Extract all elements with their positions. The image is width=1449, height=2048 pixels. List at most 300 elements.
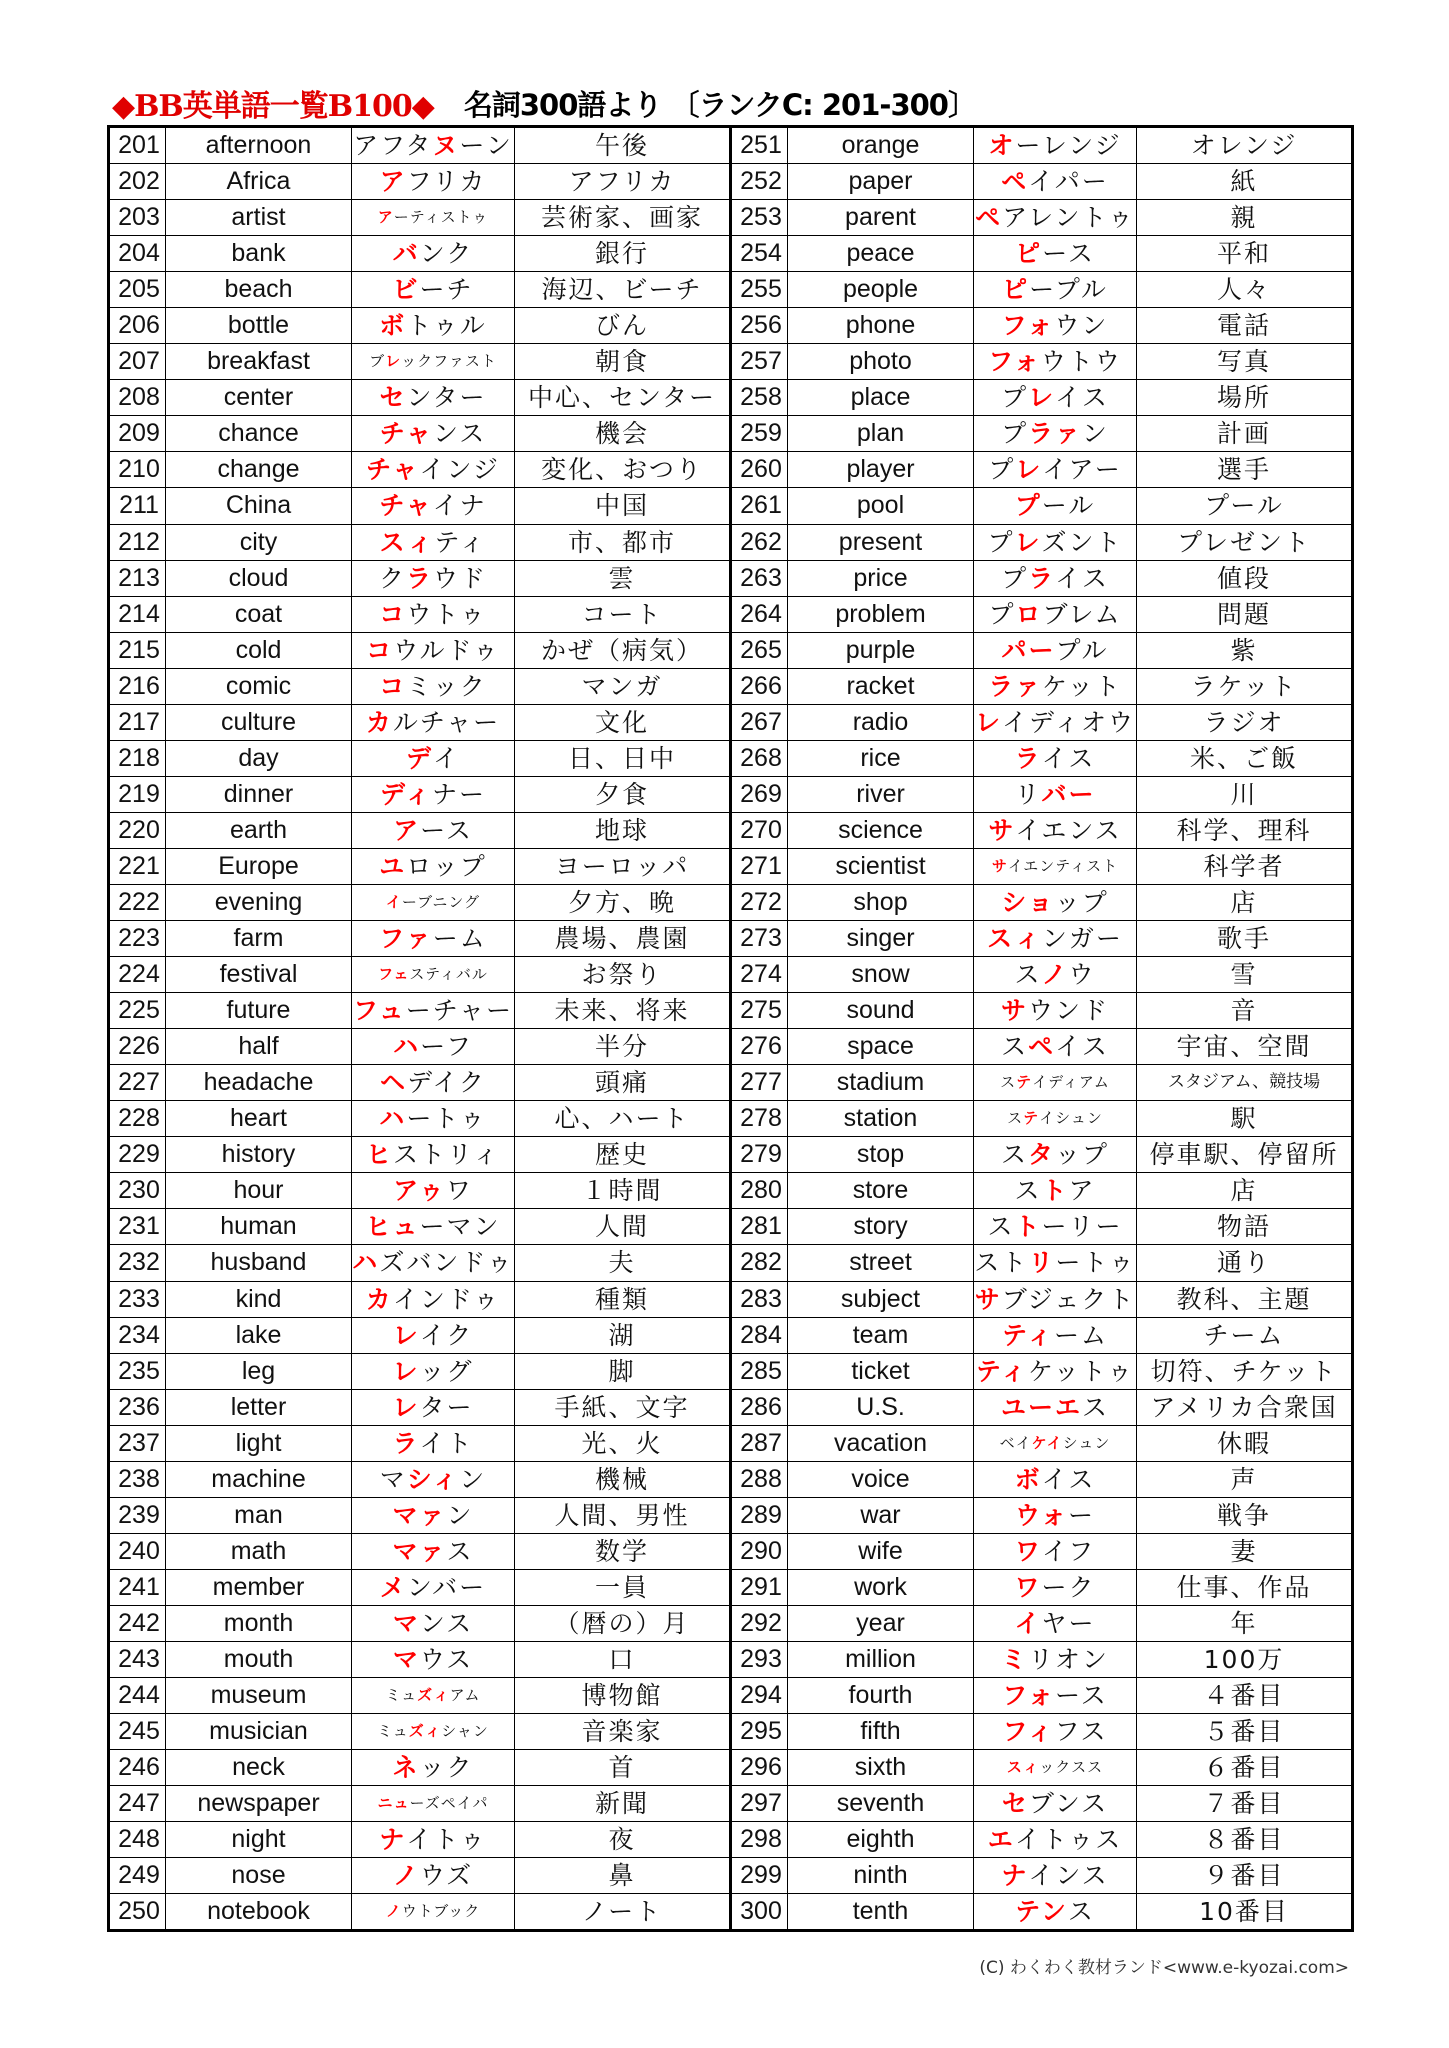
word-number: 296 [731,1750,788,1786]
table-row [109,1173,1353,1209]
stressed-syllable: シィ [406,1464,460,1494]
stressed-syllable: カ [365,1284,393,1314]
table-row [109,921,1353,957]
katakana-reading [352,1173,515,1209]
reading-text: スト [974,1248,1029,1278]
word-number: 272 [731,884,788,920]
reading-text: イス [1041,1464,1096,1494]
japanese-meaning: アフリカ [515,164,731,200]
japanese-meaning: 問題 [1137,596,1353,632]
table-row [109,344,1353,380]
japanese-meaning: ８番目 [1137,1822,1353,1858]
word-number: 217 [109,704,166,740]
stressed-syllable: テ [1023,1109,1040,1128]
english-word: place [788,380,974,416]
reading-text: ズバンドゥ [379,1248,514,1278]
stressed-syllable: レ [392,1320,420,1350]
reading-text: イク [419,1320,474,1350]
english-word: vacation [788,1425,974,1461]
word-number: 277 [731,1065,788,1101]
reading-text: プ [1001,563,1029,593]
reading-text: ス [1007,1109,1024,1128]
stressed-syllable: パー [1001,635,1056,665]
reading-text: イス [1055,563,1109,593]
word-number: 237 [109,1425,166,1461]
english-word: newspaper [166,1786,352,1822]
katakana-reading [352,993,515,1029]
katakana-reading [352,1569,515,1605]
japanese-meaning: 変化、おつり [515,452,731,488]
english-word: history [166,1137,352,1173]
stressed-syllable: ペ [1028,1032,1056,1062]
stressed-syllable: サ [1000,996,1028,1026]
word-number: 264 [731,596,788,632]
table-row [109,776,1353,812]
stressed-syllable: メ [379,1572,407,1602]
katakana-reading [352,921,515,957]
reading-text: ール [1041,491,1096,521]
english-word: phone [788,308,974,344]
english-word: plan [788,416,974,452]
katakana-reading [974,993,1137,1029]
stressed-syllable: ティ [1001,1320,1054,1350]
english-word: racket [788,668,974,704]
katakana-reading [974,1678,1137,1714]
english-word: fifth [788,1714,974,1750]
stressed-syllable: イ [1014,1608,1042,1638]
reading-text: ーズペイパ [409,1794,489,1813]
word-number: 218 [109,740,166,776]
stressed-syllable: レ [392,1392,420,1422]
word-number: 207 [109,344,166,380]
word-number: 261 [731,488,788,524]
word-number: 292 [731,1605,788,1641]
katakana-reading [352,1894,515,1931]
word-number: 241 [109,1569,166,1605]
reading-text: ック [419,1753,474,1783]
english-word: ticket [788,1353,974,1389]
japanese-meaning: スタジアム、競技場 [1137,1065,1353,1101]
english-word: husband [166,1245,352,1281]
stressed-syllable: ネ [392,1753,420,1783]
table-row [109,1641,1353,1677]
reading-text: シャン [441,1722,489,1741]
reading-text: ウトウ [1040,347,1122,377]
word-number: 267 [731,704,788,740]
reading-text: ブレム [1042,599,1122,629]
japanese-meaning: 選手 [1137,452,1353,488]
katakana-reading [974,164,1137,200]
table-row [109,704,1353,740]
katakana-reading [974,560,1137,596]
english-word: parent [788,200,974,236]
word-number: 290 [731,1533,788,1569]
stressed-syllable: ヘ [380,1068,408,1098]
katakana-reading [352,668,515,704]
english-word: China [166,488,352,524]
japanese-meaning: 心、ハート [515,1101,731,1137]
stressed-syllable: レ [385,352,402,371]
japanese-meaning: 場所 [1137,380,1353,416]
table-row [109,1894,1353,1931]
japanese-meaning: 人間 [515,1209,731,1245]
word-number: 255 [731,272,788,308]
table-row [109,127,1353,164]
stressed-syllable: ラ [405,563,433,593]
katakana-reading [974,1605,1137,1641]
reading-text: イパー [1028,167,1109,197]
word-number: 291 [731,1569,788,1605]
katakana-reading [974,344,1137,380]
japanese-meaning: 頭痛 [515,1065,731,1101]
reading-text: ックスス [1039,1758,1104,1777]
table-row [109,596,1353,632]
japanese-meaning: 未来、将来 [515,993,731,1029]
english-word: ninth [788,1858,974,1894]
english-word: musician [166,1714,352,1750]
japanese-meaning: 口 [515,1641,731,1677]
stressed-syllable: ラァ [1028,419,1082,449]
reading-text: イシュン [1039,1109,1103,1128]
word-number: 211 [109,488,166,524]
word-number: 221 [109,848,166,884]
word-number: 257 [731,344,788,380]
katakana-reading [352,380,515,416]
word-number: 235 [109,1353,166,1389]
table-row [109,1425,1353,1461]
reading-text: ヤー [1041,1608,1096,1638]
table-row [109,1461,1353,1497]
english-word: seventh [788,1786,974,1822]
katakana-reading [352,308,515,344]
reading-text: ン [1081,419,1109,449]
katakana-reading [352,632,515,668]
japanese-meaning: オレンジ [1137,127,1353,164]
word-number: 260 [731,452,788,488]
word-number: 239 [109,1497,166,1533]
english-word: fourth [788,1678,974,1714]
reading-text: ーン [459,131,513,161]
english-word: cold [166,632,352,668]
word-number: 271 [731,848,788,884]
japanese-meaning: 人々 [1137,272,1353,308]
english-word: heart [166,1101,352,1137]
katakana-reading [974,1173,1137,1209]
japanese-meaning: 日、日中 [515,740,731,776]
reading-text: ーム [1054,1320,1109,1350]
katakana-reading [352,1533,515,1569]
table-row [109,1029,1353,1065]
word-number: 268 [731,740,788,776]
reading-text: ーレンジ [1015,131,1122,161]
stressed-syllable: ノ [1041,960,1069,990]
japanese-meaning: ラジオ [1137,704,1353,740]
stressed-syllable: ワ [1014,1536,1042,1566]
stressed-syllable: ワ [1014,1572,1042,1602]
japanese-meaning: 機械 [515,1461,731,1497]
katakana-reading [974,776,1137,812]
table-row [109,236,1353,272]
stressed-syllable: フェ [378,965,410,984]
english-word: farm [166,921,352,957]
title-series: ◆BB英単語一覧B100◆ [112,89,434,124]
japanese-meaning: 歌手 [1137,921,1353,957]
katakana-reading [352,127,515,164]
japanese-meaning: 値段 [1137,560,1353,596]
katakana-reading [974,488,1137,524]
english-word: photo [788,344,974,380]
english-word: machine [166,1461,352,1497]
japanese-meaning: 銀行 [515,236,731,272]
reading-text: インス [1028,1861,1109,1891]
english-word: afternoon [166,127,352,164]
table-row [109,668,1353,704]
katakana-reading [352,200,515,236]
table-row [109,1714,1353,1750]
katakana-reading [352,164,515,200]
reading-text: イト [419,1428,474,1458]
reading-text: ーチャー [405,996,514,1026]
word-number: 243 [109,1641,166,1677]
japanese-meaning: 歴史 [515,1137,731,1173]
stressed-syllable: マァ [392,1500,447,1530]
japanese-meaning: 宇宙、空間 [1137,1029,1353,1065]
reading-text: ーブニング [401,893,481,911]
english-word: present [788,524,974,560]
english-word: purple [788,632,974,668]
katakana-reading [974,740,1137,776]
katakana-reading [974,1101,1137,1137]
word-number: 203 [109,200,166,236]
word-number: 273 [731,921,788,957]
table-row [109,1137,1353,1173]
japanese-meaning: （暦の）月 [515,1605,731,1641]
japanese-meaning: 物語 [1137,1209,1353,1245]
stressed-syllable: マ [392,1644,420,1674]
japanese-meaning: 川 [1137,776,1353,812]
katakana-reading [352,1678,515,1714]
english-word: sixth [788,1750,974,1786]
word-number: 233 [109,1281,166,1317]
stressed-syllable: コ [366,635,394,665]
katakana-reading [352,812,515,848]
english-word: problem [788,596,974,632]
word-number: 256 [731,308,788,344]
reading-text: ップ [1054,888,1109,917]
word-number: 259 [731,416,788,452]
reading-text: ブ [369,352,386,371]
reading-text: インジ [419,455,500,485]
reading-text: ース [1042,239,1095,269]
reading-text: リオン [1028,1644,1109,1674]
table-row [109,1533,1353,1569]
stressed-syllable: ディ [379,779,432,809]
japanese-meaning: マンガ [515,668,731,704]
stressed-syllable: ペ [975,203,1003,233]
reading-text: ケット [1042,671,1122,701]
english-word: station [788,1101,974,1137]
word-number: 258 [731,380,788,416]
katakana-reading [352,1786,515,1822]
reading-text: ミュ [385,1686,418,1705]
word-number: 270 [731,812,788,848]
japanese-meaning: 声 [1137,1461,1353,1497]
stressed-syllable: ノ [385,1902,402,1921]
katakana-reading [974,416,1137,452]
english-word: half [166,1029,352,1065]
reading-text: ース [1055,1681,1108,1711]
english-word: team [788,1317,974,1353]
katakana-reading [974,921,1137,957]
table-row [109,884,1353,920]
reading-text: ウルドゥ [393,635,500,665]
katakana-reading [974,1353,1137,1389]
reading-text: イス [1055,1032,1109,1062]
katakana-reading [352,957,515,993]
katakana-reading [352,1497,515,1533]
table-row [109,1065,1353,1101]
reading-text: ズント [1041,527,1123,557]
reading-text: ター [419,1392,474,1422]
table-row [109,1822,1353,1858]
japanese-meaning: 湖 [515,1317,731,1353]
word-number: 293 [731,1641,788,1677]
english-word: neck [166,1750,352,1786]
stressed-syllable: ピ [1015,239,1043,269]
japanese-meaning: 紫 [1137,632,1353,668]
english-word: river [788,776,974,812]
japanese-meaning: 電話 [1137,308,1353,344]
word-number: 224 [109,957,166,993]
japanese-meaning: 平和 [1137,236,1353,272]
reading-text: ミック [406,671,487,701]
reading-text: インドゥ [392,1284,501,1314]
japanese-meaning: ノート [515,1894,731,1931]
reading-text: ア [1068,1176,1096,1206]
katakana-reading [352,1101,515,1137]
reading-text: ップ [1055,1140,1110,1170]
word-number: 210 [109,452,166,488]
stressed-syllable: マ [392,1608,420,1638]
katakana-reading [352,1858,515,1894]
reading-text: ウス [419,1644,474,1674]
word-number: 251 [731,127,788,164]
katakana-reading [352,1641,515,1677]
japanese-meaning: ５番目 [1137,1714,1353,1750]
katakana-reading [974,200,1137,236]
reading-text: ートゥ [406,1104,487,1134]
katakana-reading [974,632,1137,668]
katakana-reading [352,848,515,884]
japanese-meaning: 海辺、ビーチ [515,272,731,308]
stressed-syllable: ユ [379,851,407,881]
word-number: 204 [109,236,166,272]
reading-text: ス [1014,1176,1042,1206]
reading-text: プ [1001,383,1029,413]
english-word: museum [166,1678,352,1714]
reading-text: ウド [433,563,488,593]
stressed-syllable: ラ [1028,563,1056,593]
word-number: 229 [109,1137,166,1173]
stressed-syllable: レ [974,707,1002,737]
katakana-reading [352,596,515,632]
table-row [109,200,1353,236]
table-row [109,1858,1353,1894]
katakana-reading [352,1461,515,1497]
table-row [109,1786,1353,1822]
stressed-syllable: スィ [1006,1758,1040,1777]
reading-text: ンス [419,1608,474,1638]
reading-text: フリカ [406,167,487,197]
table-row [109,380,1353,416]
english-word: bank [166,236,352,272]
english-word: orange [788,127,974,164]
word-number: 227 [109,1065,166,1101]
katakana-reading [352,524,515,560]
stressed-syllable: ユーエ [1000,1392,1082,1422]
table-row [109,957,1353,993]
reading-text: ロップ [406,851,487,881]
japanese-meaning: 科学者 [1137,848,1353,884]
word-number: 245 [109,1714,166,1750]
stressed-syllable: カ [365,707,393,737]
stressed-syllable: アゥ [393,1176,446,1206]
word-number: 244 [109,1678,166,1714]
english-word: evening [166,884,352,920]
table-row [109,1605,1353,1641]
reading-text: ン [459,1464,487,1494]
word-number: 289 [731,1497,788,1533]
katakana-reading [974,704,1137,740]
stressed-syllable: フォ [1002,1681,1055,1711]
stressed-syllable: ト [1014,1212,1042,1242]
word-number: 279 [731,1137,788,1173]
word-number: 232 [109,1245,166,1281]
english-word: bottle [166,308,352,344]
reading-text: イディオウ [1002,707,1136,737]
reading-text: ス [1000,1073,1017,1092]
english-word: paper [788,164,974,200]
english-word: voice [788,1461,974,1497]
word-number: 205 [109,272,166,308]
katakana-reading [974,1750,1137,1786]
japanese-meaning: 100万 [1137,1641,1353,1677]
katakana-reading [974,1641,1137,1677]
japanese-meaning: ７番目 [1137,1786,1353,1822]
stressed-syllable: レ [1015,455,1043,485]
english-word: change [166,452,352,488]
table-row [109,1281,1353,1317]
japanese-meaning: 米、ご飯 [1137,740,1353,776]
katakana-reading [352,1353,515,1389]
stressed-syllable: サ [988,815,1016,845]
stressed-syllable: ア [379,167,407,197]
reading-text: ウズ [419,1861,474,1891]
japanese-meaning: 一員 [515,1569,731,1605]
reading-text: ナー [432,779,487,809]
english-word: player [788,452,974,488]
word-number: 214 [109,596,166,632]
english-word: street [788,1245,974,1281]
reading-text: ケットゥ [1027,1356,1135,1386]
reading-text: ベイ [999,1433,1032,1452]
stressed-syllable: ノ [392,1861,420,1891]
english-word: stop [788,1137,974,1173]
word-number: 253 [731,200,788,236]
english-word: Africa [166,164,352,200]
japanese-meaning: 半分 [515,1029,731,1065]
reading-text: ブジェクト [1001,1284,1136,1314]
